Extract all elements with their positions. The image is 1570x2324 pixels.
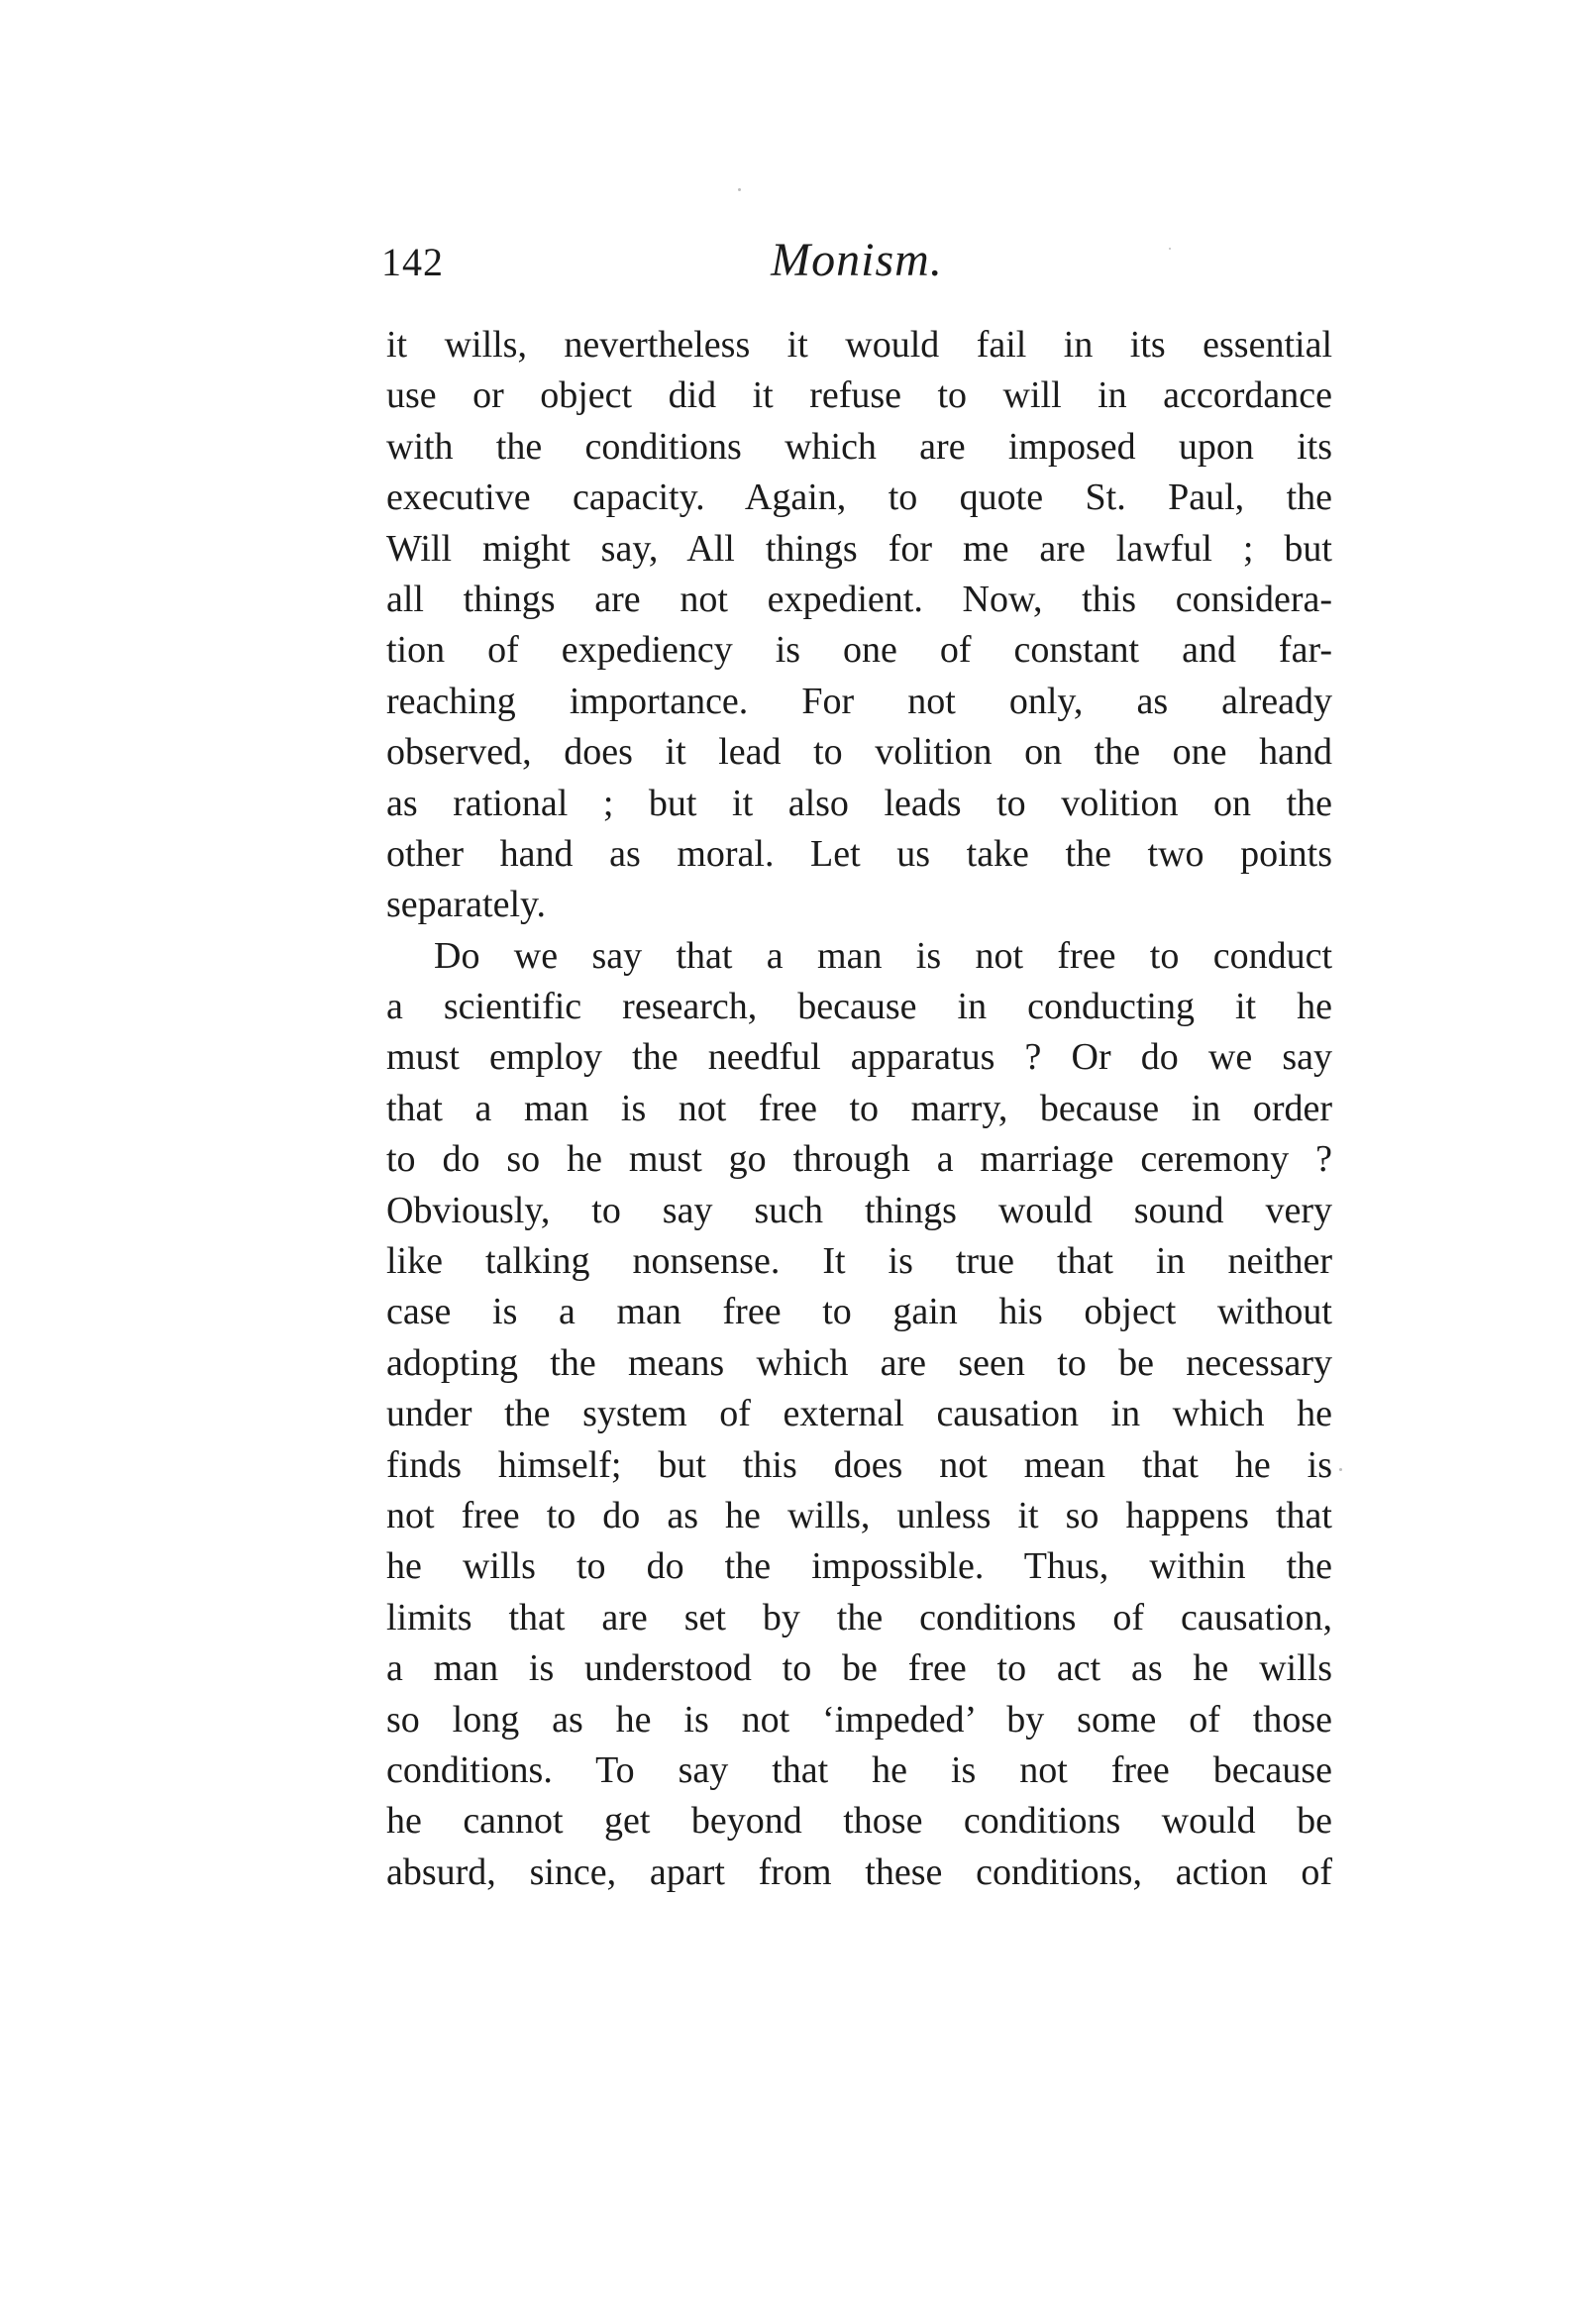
page-header bbox=[381, 233, 1332, 302]
text-line: use or object did it refuse to will in accordance bbox=[386, 374, 1332, 417]
text-line: reaching importance. For not only, as already bbox=[386, 680, 1332, 722]
text-line: observed, does it lead to volition on the one hand bbox=[386, 731, 1332, 774]
text-line: with the conditions which are imposed upon its bbox=[386, 425, 1332, 468]
text-line: he wills to do the impossible. Thus, within the bbox=[386, 1545, 1332, 1588]
text-line: under the system of external causation in which he bbox=[386, 1393, 1332, 1435]
text-line: he cannot get beyond those conditions would be bbox=[386, 1800, 1332, 1843]
text-line: as rational ; but it also leads to volition on the bbox=[386, 782, 1332, 824]
paragraph-first-line: Do we say that a man is not free to conduct bbox=[434, 934, 1332, 977]
body-text bbox=[386, 320, 1332, 1898]
text-line: all things are not expedient. Now, this considera- bbox=[386, 578, 1332, 620]
text-line: limits that are set by the conditions of causation, bbox=[386, 1596, 1332, 1638]
text-line: it wills, nevertheless it would fail in its essential bbox=[386, 324, 1332, 366]
text-line: finds himself; but this does not mean that he is bbox=[386, 1443, 1332, 1486]
text-line: that a man is not free to marry, because in order bbox=[386, 1087, 1332, 1129]
text-line: case is a man free to gain his object without bbox=[386, 1291, 1332, 1333]
text-line: so long as he is not ‘impeded’ by some of those bbox=[386, 1698, 1332, 1741]
paragraph-last-line: separately. bbox=[386, 884, 547, 926]
text-line: to do so he must go through a marriage ceremony ? bbox=[386, 1138, 1332, 1181]
text-line: a man is understood to be free to act as he wills bbox=[386, 1647, 1332, 1690]
text-line: executive capacity. Again, to quote St. Paul, the bbox=[386, 476, 1332, 519]
running-title: Monism. bbox=[771, 234, 943, 286]
paper-speck bbox=[1339, 1468, 1342, 1471]
paper-speck bbox=[738, 188, 741, 191]
text-line: like talking nonsense. It is true that in neither bbox=[386, 1240, 1332, 1283]
text-line: a scientific research, because in conducting it he bbox=[386, 986, 1332, 1028]
text-line: must employ the needful apparatus ? Or do we say bbox=[386, 1036, 1332, 1079]
text-line: not free to do as he wills, unless it so happens that bbox=[386, 1494, 1332, 1536]
text-line: adopting the means which are seen to be necessary bbox=[386, 1341, 1332, 1384]
text-line: other hand as moral. Let us take the two points bbox=[386, 832, 1332, 875]
text-line: absurd, since, apart from these conditions, action of bbox=[386, 1850, 1332, 1893]
text-line: conditions. To say that he is not free because bbox=[386, 1748, 1332, 1791]
page-number: 142 bbox=[381, 240, 444, 284]
text-line: Obviously, to say such things would sound very bbox=[386, 1189, 1332, 1231]
text-line: tion of expediency is one of constant and far- bbox=[386, 629, 1332, 672]
text-line: Will might say, All things for me are lawful ; but bbox=[386, 527, 1332, 570]
